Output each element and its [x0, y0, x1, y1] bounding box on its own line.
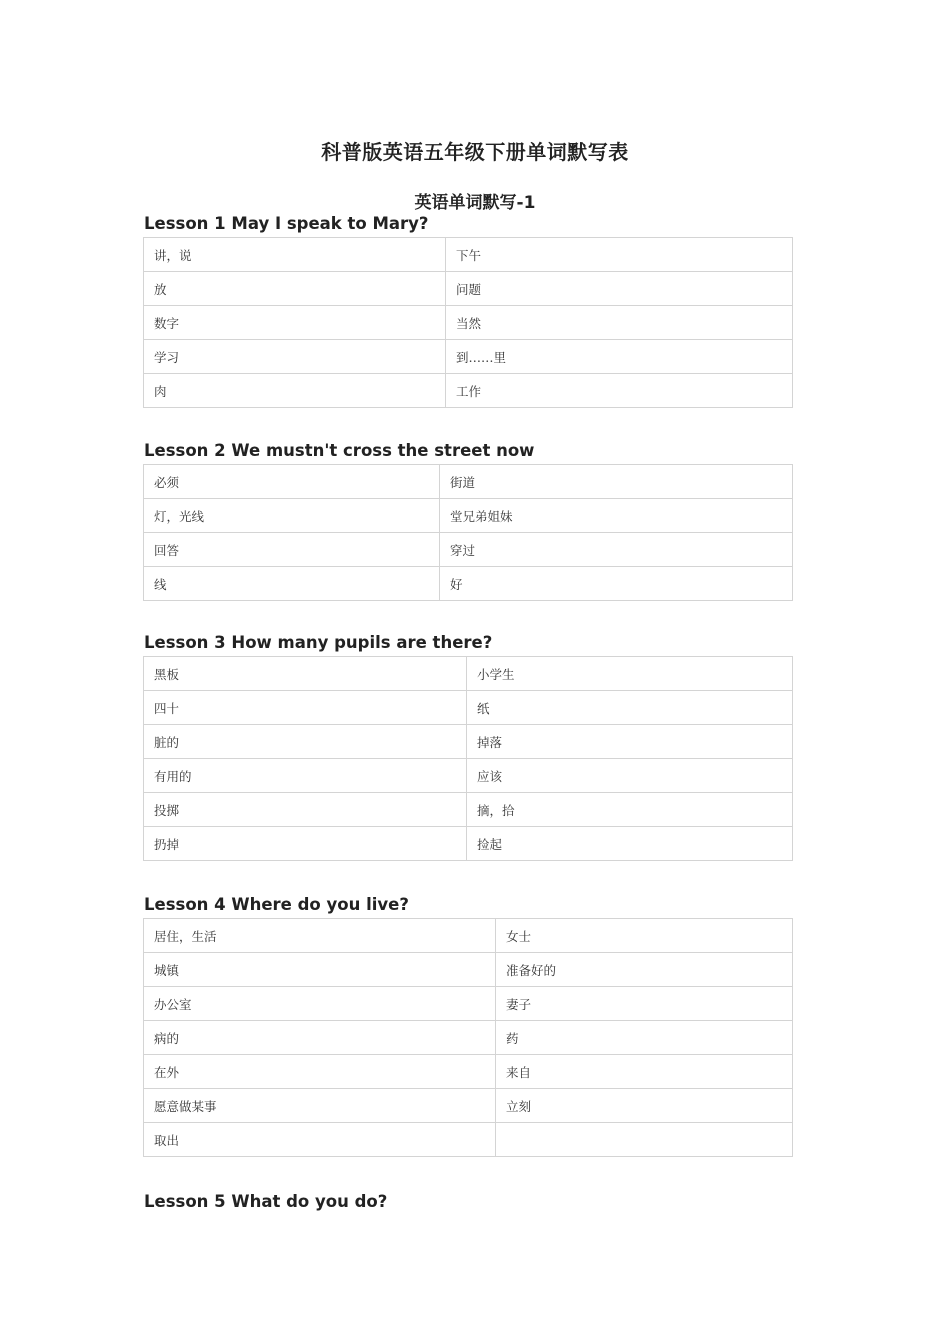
table-row	[144, 499, 793, 533]
table-row	[144, 827, 793, 861]
word-cell: 四十	[144, 691, 467, 725]
lesson-2-heading: Lesson 2 We mustn't cross the street now	[144, 441, 535, 460]
word-cell: 工作	[446, 374, 793, 408]
word-cell: 灯，光线	[144, 499, 440, 533]
table-row	[144, 272, 793, 306]
table-row	[144, 340, 793, 374]
word-cell: 线	[144, 567, 440, 601]
table-row	[144, 533, 793, 567]
word-cell: 问题	[446, 272, 793, 306]
word-cell: 穿过	[440, 533, 793, 567]
table-row	[144, 465, 793, 499]
word-cell: 掉落	[467, 725, 793, 759]
table-row	[144, 691, 793, 725]
word-cell	[496, 1123, 793, 1157]
lesson-3-table	[143, 656, 793, 861]
table-row	[144, 657, 793, 691]
table-row	[144, 1089, 793, 1123]
table-row	[144, 725, 793, 759]
lesson-2-table	[143, 464, 793, 601]
lesson-4-heading: Lesson 4 Where do you live?	[144, 895, 409, 914]
table-row	[144, 793, 793, 827]
word-cell: 黑板	[144, 657, 467, 691]
word-cell: 妻子	[496, 987, 793, 1021]
word-cell: 学习	[144, 340, 446, 374]
word-cell: 到……里	[446, 340, 793, 374]
table-row	[144, 374, 793, 408]
table-row	[144, 987, 793, 1021]
lesson-1-table	[143, 237, 793, 408]
word-cell: 下午	[446, 238, 793, 272]
word-cell: 愿意做某事	[144, 1089, 496, 1123]
lesson-5-heading: Lesson 5 What do you do?	[144, 1192, 388, 1211]
word-cell: 当然	[446, 306, 793, 340]
word-cell: 肉	[144, 374, 446, 408]
table-row	[144, 238, 793, 272]
table-row	[144, 306, 793, 340]
word-cell: 办公室	[144, 987, 496, 1021]
word-cell: 药	[496, 1021, 793, 1055]
lesson-1-heading: Lesson 1 May I speak to Mary?	[144, 214, 429, 233]
word-cell: 小学生	[467, 657, 793, 691]
word-cell: 纸	[467, 691, 793, 725]
word-cell: 取出	[144, 1123, 496, 1157]
word-cell: 准备好的	[496, 953, 793, 987]
word-cell: 讲，说	[144, 238, 446, 272]
word-cell: 捡起	[467, 827, 793, 861]
page-title: 科普版英语五年级下册单词默写表	[321, 140, 629, 164]
table-row	[144, 759, 793, 793]
word-cell: 街道	[440, 465, 793, 499]
word-cell: 应该	[467, 759, 793, 793]
lesson-3-heading: Lesson 3 How many pupils are there?	[144, 633, 493, 652]
word-cell: 必须	[144, 465, 440, 499]
table-row	[144, 919, 793, 953]
table-row	[144, 1123, 793, 1157]
table-row	[144, 1021, 793, 1055]
word-cell: 城镇	[144, 953, 496, 987]
word-cell: 投掷	[144, 793, 467, 827]
table-row	[144, 1055, 793, 1089]
table-row	[144, 953, 793, 987]
word-cell: 扔掉	[144, 827, 467, 861]
word-cell: 数字	[144, 306, 446, 340]
word-cell: 居住，生活	[144, 919, 496, 953]
word-cell: 来自	[496, 1055, 793, 1089]
table-row	[144, 567, 793, 601]
word-cell: 堂兄弟姐妹	[440, 499, 793, 533]
word-cell: 回答	[144, 533, 440, 567]
word-cell: 脏的	[144, 725, 467, 759]
word-cell: 病的	[144, 1021, 496, 1055]
word-cell: 好	[440, 567, 793, 601]
word-cell: 立刻	[496, 1089, 793, 1123]
word-cell: 在外	[144, 1055, 496, 1089]
word-cell: 摘，拾	[467, 793, 793, 827]
word-cell: 女士	[496, 919, 793, 953]
lesson-4-table	[143, 918, 793, 1157]
word-cell: 有用的	[144, 759, 467, 793]
word-cell: 放	[144, 272, 446, 306]
section-subtitle: 英语单词默写-1	[414, 193, 536, 213]
